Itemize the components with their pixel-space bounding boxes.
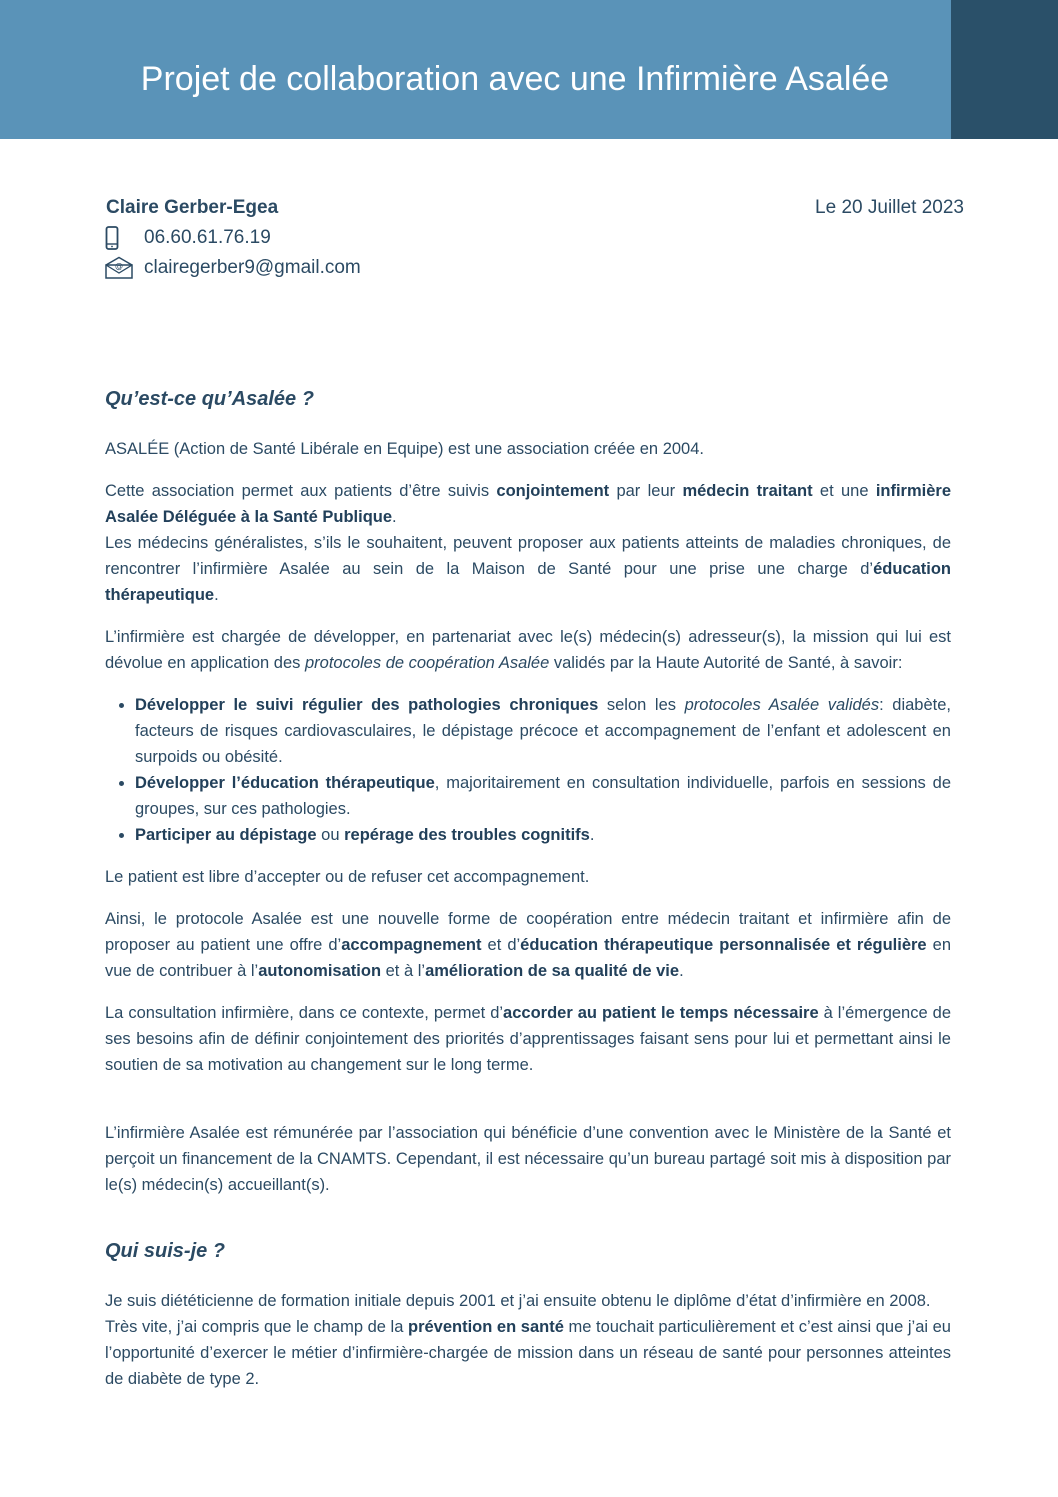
- paragraph: L’infirmière est chargée de développer, en partenariat avec le(s) médecin(s) adresseur(s), la mission qui lui est dévolue en application des protocoles de coopération Asalée validés par la Haute Autorité de Santé, à savoir:: [105, 628, 951, 672]
- paragraph: La consultation infirmière, dans ce contexte, permet d’accorder au patient le temps nécessaire à l’émergence de ses besoins afin de définir conjointement des priorités d’apprentissages faisant sens pour lui et permettant ainsi le soutien de sa motivation au changement sur le long terme.: [105, 1004, 951, 1074]
- section-heading-asalee: Qu’est-ce qu’Asalée ?: [105, 388, 314, 410]
- author-name: Claire Gerber-Egea: [106, 197, 279, 218]
- section-heading-about: Qui suis-je ?: [105, 1240, 226, 1262]
- email-row: [104, 256, 361, 280]
- paragraph: Le patient est libre d’accepter ou de refuser cet accompagnement.: [105, 868, 590, 886]
- document-title: Projet de collaboration avec une Infirmière Asalée: [140, 60, 890, 98]
- envelope-icon: [104, 256, 134, 280]
- paragraph: ASALÉE (Action de Santé Libérale en Equipe) est une association créée en 2004.: [105, 440, 704, 458]
- list-item: • Développer l’éducation thérapeutique, majoritairement en consultation individuelle, parfois en sessions de groupes, sur ces pathologies.: [135, 770, 951, 822]
- email-address[interactable]: clairegerber9@gmail.com: [144, 257, 361, 278]
- paragraph: Très vite, j’ai compris que le champ de la prévention en santé me touchait particulièrement et c’est ainsi que j’ai eu l’opportunité d’exercer le métier d’infirmière-chargée de mission dans un réseau de santé pour personnes atteintes de diabète de type 2.: [105, 1318, 951, 1388]
- paragraph: Ainsi, le protocole Asalée est une nouvelle forme de coopération entre médecin traitant et infirmière afin de proposer au patient une offre d’accompagnement et d’éducation thérapeutique personnalisée et régulière en vue de contribuer à l’autonomisation et à l’amélioration de sa qualité de vie.: [105, 910, 951, 980]
- phone-number: 06.60.61.76.19: [144, 227, 271, 248]
- svg-text:@: @: [115, 261, 123, 271]
- phone-row: [104, 226, 271, 250]
- paragraph: Les médecins généralistes, s’ils le souhaitent, peuvent proposer aux patients atteints de maladies chroniques, de rencontrer l’infirmière Asalée au sein de la Maison de Santé pour une prise une charge d’éducation thérapeutique.: [105, 534, 951, 604]
- paragraph: L’infirmière Asalée est rémunérée par l’association qui bénéficie d’une convention avec le Ministère de la Santé et perçoit un financement de la CNAMTS. Cependant, il est nécessaire qu’un bureau partagé soit mis à disposition par le(s) médecin(s) accueillant(s).: [105, 1124, 951, 1194]
- document-body: [105, 384, 951, 1392]
- paragraph: Cette association permet aux patients d’être suivis conjointement par leur médecin traitant et une infirmière Asalée Déléguée à la Santé Publique.: [105, 482, 952, 526]
- mission-list: [105, 692, 951, 848]
- letter-date: Le 20 Juillet 2023: [815, 197, 964, 218]
- phone-icon: [104, 226, 134, 250]
- list-item: • Participer au dépistage ou repérage des troubles cognitifs.: [135, 822, 951, 848]
- paragraph: Je suis diététicienne de formation initiale depuis 2001 et j’ai ensuite obtenu le diplôme d’état d’infirmière en 2008.: [105, 1292, 931, 1310]
- list-item: • Développer le suivi régulier des pathologies chroniques selon les protocoles Asalée validés: diabète, facteurs de risques cardiovasculaires, le dépistage précoce et accompagnement de l’enfant et adolescent en surpoids ou obésité.: [135, 692, 951, 770]
